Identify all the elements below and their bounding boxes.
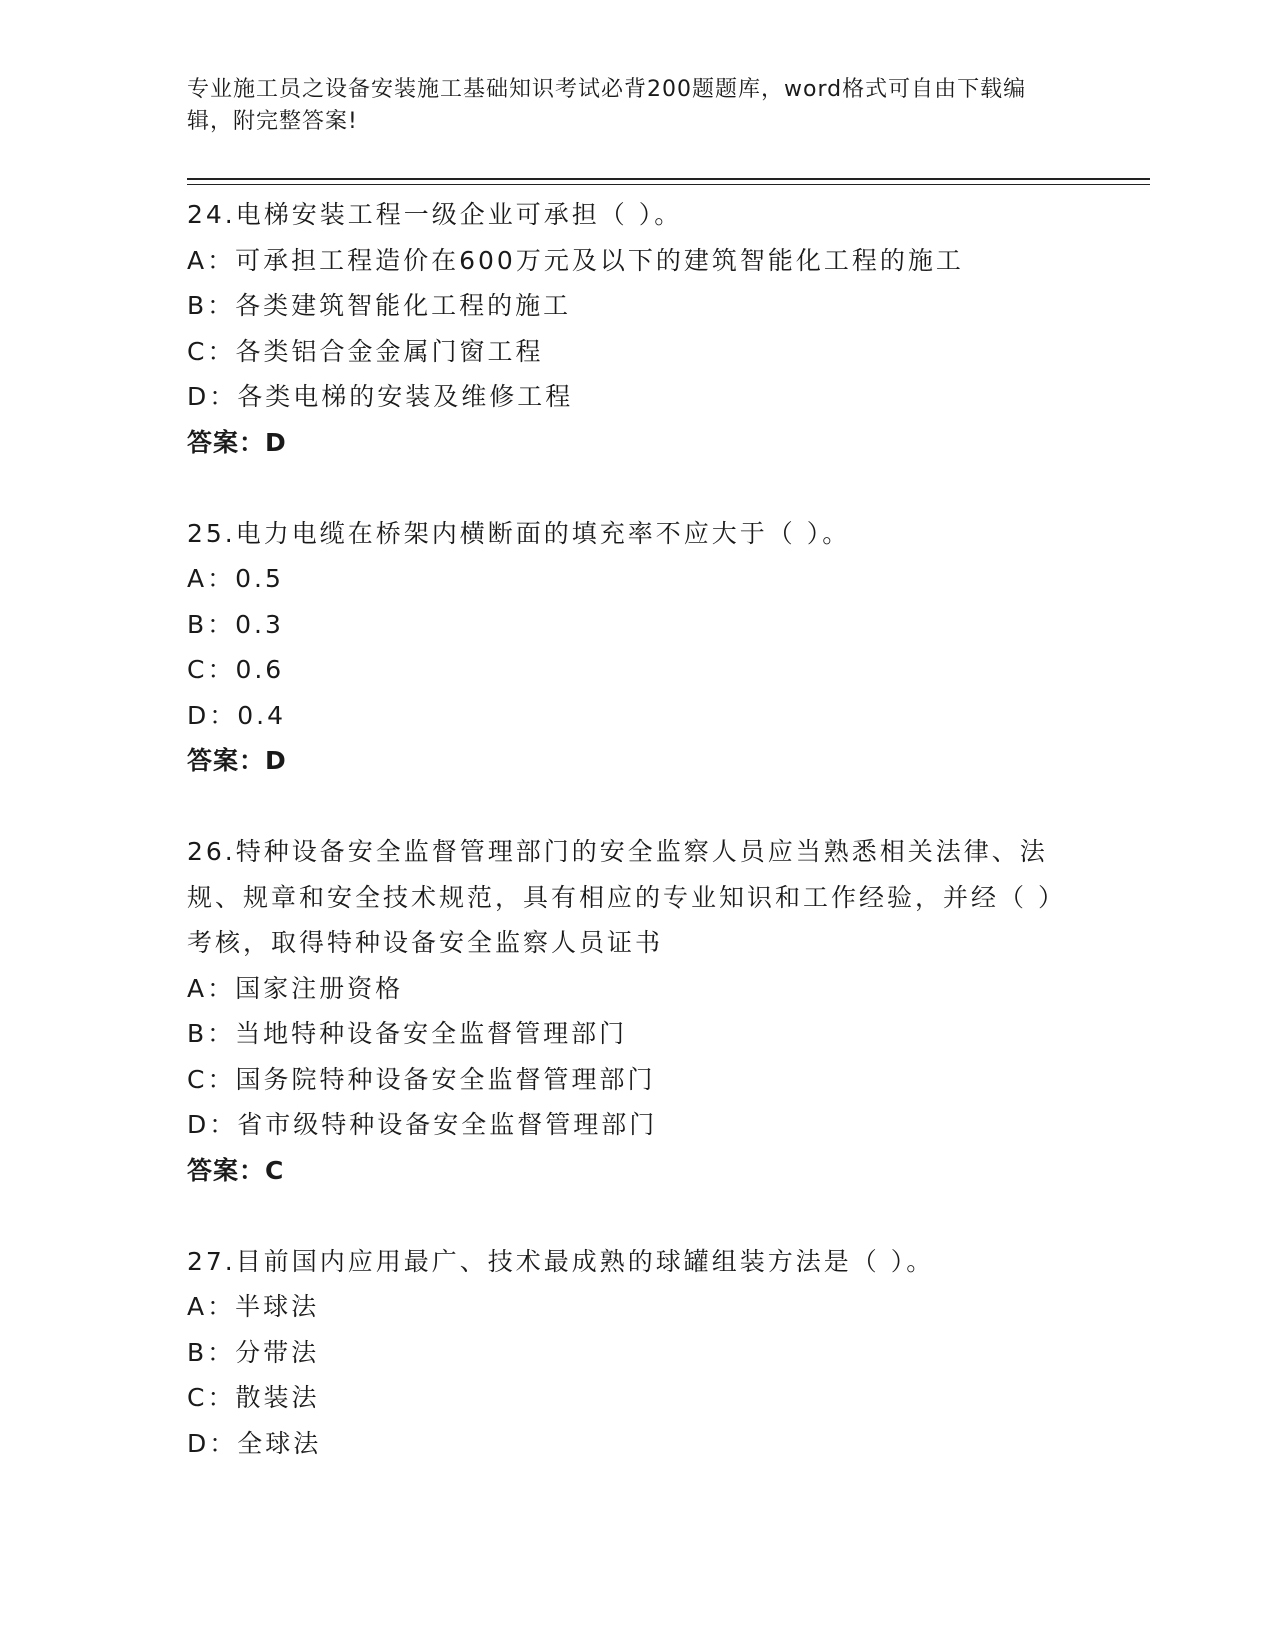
- question-24: [187, 192, 1087, 465]
- option-a: A：国家注册资格: [187, 973, 404, 1003]
- option-b: B：当地特种设备安全监督管理部门: [187, 1019, 628, 1048]
- document-header: 专业施工员之设备安装施工基础知识考试必背200题题库，word格式可自由下载编辑，附完整答案!: [187, 77, 1027, 134]
- option-d: D：省市级特种设备安全监督管理部门: [187, 1110, 658, 1139]
- question-26: [187, 829, 1087, 1193]
- question-list: [187, 192, 1087, 1466]
- option-d: D：全球法: [187, 1428, 322, 1458]
- answer: 答案：C: [187, 1155, 285, 1185]
- option-c: C：散装法: [187, 1383, 320, 1412]
- option-d: D：0.4: [187, 700, 287, 730]
- option-c: C：0.6: [187, 655, 285, 684]
- question-25: [187, 511, 1087, 784]
- question-stem: 27.目前国内应用最广、技术最成熟的球罐组装方法是（ ）。: [187, 1246, 935, 1276]
- spacer: [187, 465, 1087, 511]
- option-b: B：分带法: [187, 1337, 320, 1367]
- option-b: B：0.3: [187, 609, 284, 639]
- option-a: A：可承担工程造价在600万元及以下的建筑智能化工程的施工: [187, 245, 964, 275]
- spacer: [187, 784, 1087, 830]
- option-c: C：各类铝合金金属门窗工程: [187, 336, 544, 366]
- option-d: D：各类电梯的安装及维修工程: [187, 382, 574, 411]
- question-stem: 25.电力电缆在桥架内横断面的填充率不应大于（ ）。: [187, 518, 851, 548]
- option-b: B：各类建筑智能化工程的施工: [187, 291, 572, 320]
- answer: 答案：D: [187, 427, 287, 457]
- question-stem: 26.特种设备安全监督管理部门的安全监察人员应当熟悉相关法律、法规、规章和安全技术规范，具有相应的专业知识和工作经验，并经（ ）考核，取得特种设备安全监察人员证书: [187, 837, 1066, 957]
- spacer: [187, 1193, 1087, 1239]
- option-c: C：国务院特种设备安全监督管理部门: [187, 1064, 656, 1094]
- question-stem: 24.电梯安装工程一级企业可承担（ ）。: [187, 200, 683, 229]
- header-divider: [187, 178, 1150, 180]
- option-a: A：0.5: [187, 564, 284, 593]
- answer: 答案：D: [187, 746, 287, 775]
- header-divider-thin: [187, 184, 1150, 185]
- option-a: A：半球法: [187, 1292, 320, 1321]
- question-27: [187, 1239, 1087, 1467]
